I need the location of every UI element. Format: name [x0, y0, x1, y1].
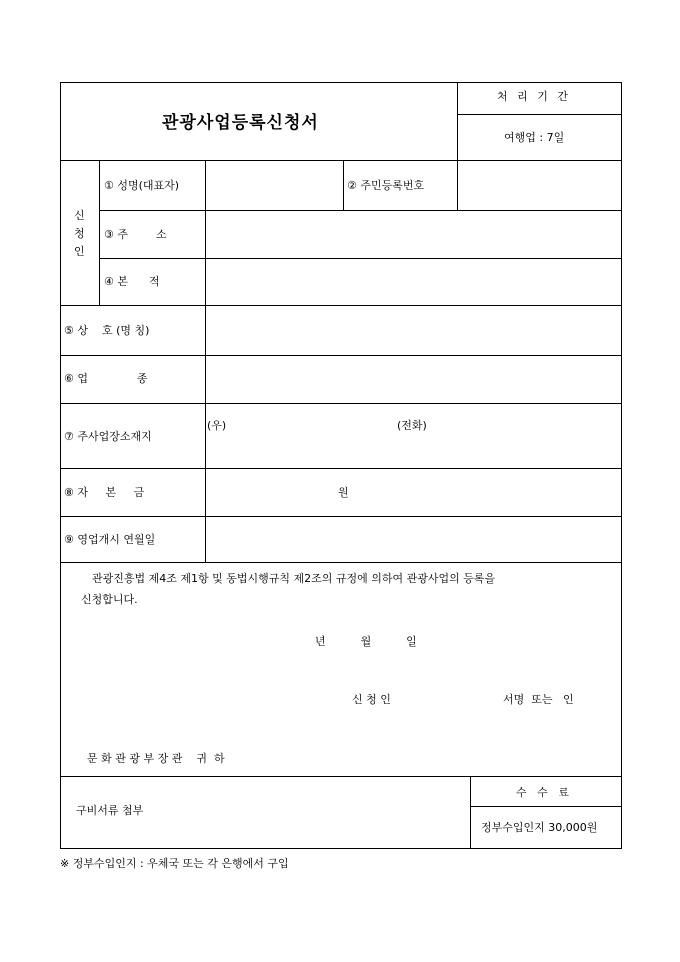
attachments-label: 구비서류 첨부: [76, 804, 144, 817]
statement-line-1: 관광진흥법 제4조 제1항 및 동법시행규칙 제2조의 규정에 의하여 관광사업의 등록을: [92, 572, 496, 585]
name-field[interactable]: [206, 161, 343, 210]
domicile-field[interactable]: [206, 259, 621, 305]
sign-or-seal-label: 서명 또는 인: [503, 693, 574, 706]
applicant-sign-label: 신 청 인: [352, 693, 391, 706]
opening-date-field[interactable]: [206, 517, 621, 562]
business-type-label: ⑥ 업 종: [64, 372, 148, 385]
form-border-bottom: [60, 848, 622, 849]
applicant-group-divider: [99, 160, 100, 306]
fee-header-line: [470, 806, 622, 807]
processing-divider: [457, 82, 458, 161]
domicile-label: ④ 본 적: [104, 275, 160, 288]
processing-period-value: 여행업 : 7일: [504, 131, 565, 144]
rrn-left-divider: [343, 160, 344, 211]
address-field[interactable]: [206, 211, 621, 258]
name-label: ① 성명(대표자): [104, 179, 180, 192]
fee-divider: [470, 776, 471, 849]
capital-unit: 원: [338, 486, 349, 499]
footnote: ※ 정부수입인지 : 우체국 또는 각 은행에서 구입: [60, 857, 289, 870]
address-label: ③ 주 소: [104, 228, 167, 241]
rrn-label: ② 주민등록번호: [347, 179, 425, 192]
location-field[interactable]: [206, 404, 621, 468]
opening-date-label: ⑨ 영업개시 연월일: [64, 533, 156, 546]
applicant-group-label: 신 청 인: [74, 209, 85, 258]
rrn-field[interactable]: [458, 161, 621, 210]
fee-value: 정부수입인지 30,000원: [481, 821, 598, 834]
fee-header: 수 수 료: [516, 786, 569, 799]
capital-label: ⑧ 자 본 금: [64, 486, 145, 499]
form-border-top: [60, 82, 622, 83]
business-type-field[interactable]: [206, 356, 621, 403]
location-phone-label: (전화): [397, 419, 427, 432]
form-title: 관광사업등록신청서: [162, 113, 319, 133]
row-line-8: [60, 562, 622, 563]
attachments-top-line: [60, 776, 622, 777]
form-border-right: [621, 82, 622, 849]
addressee: 문 화 관 광 부 장 관 귀 하: [87, 752, 225, 765]
form-border-left: [60, 82, 61, 849]
capital-field[interactable]: [206, 469, 621, 516]
processing-period-header: 처 리 기 간: [497, 90, 571, 103]
date-line: 년 월 일: [315, 635, 417, 648]
trade-name-label: ⑤ 상 호 (명 칭): [64, 324, 150, 337]
trade-name-field[interactable]: [206, 306, 621, 355]
location-label: ⑦ 주사업장소재지: [64, 430, 152, 443]
processing-header-line: [457, 114, 622, 115]
location-postal-label: (우): [207, 419, 227, 432]
statement-line-2: 신청합니다.: [81, 593, 138, 606]
